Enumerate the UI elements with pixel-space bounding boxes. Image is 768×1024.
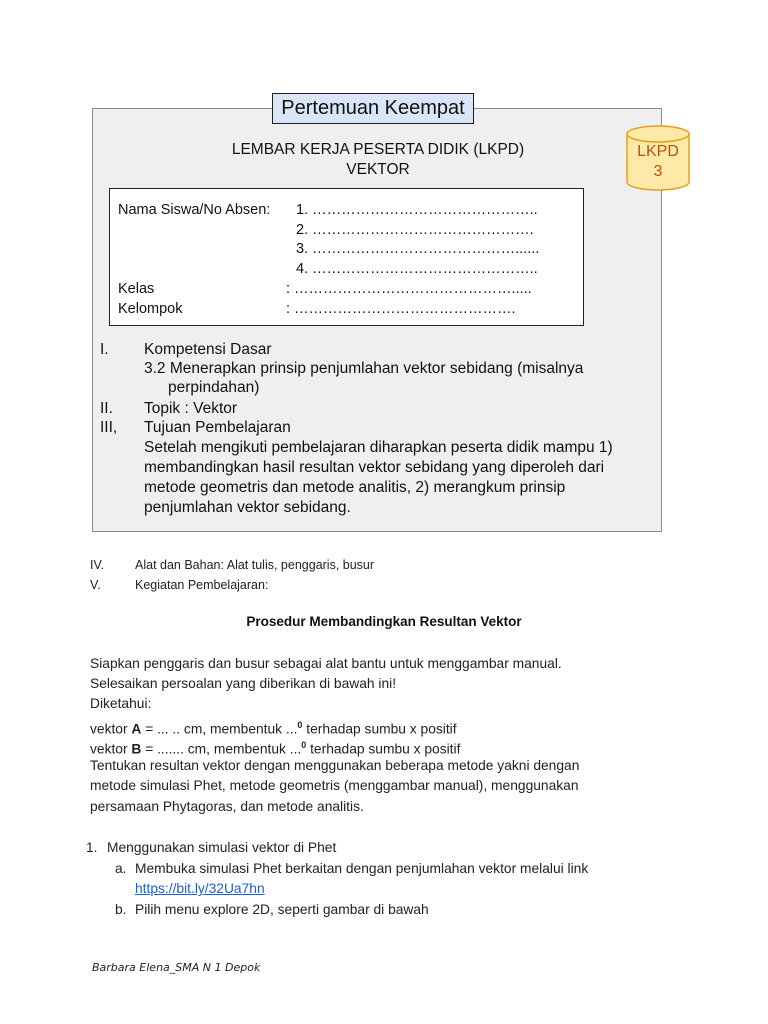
lkpd-label-line2: 3 — [653, 163, 663, 180]
vector-a-degree: 0 — [297, 720, 303, 730]
vector-b-symbol: B — [131, 741, 142, 757]
section-1-line-1: 3.2 Menerapkan prinsip penjumlahan vektor sebidang (misalnya — [144, 360, 584, 377]
vector-b-prefix: vektor — [90, 741, 132, 757]
section-3-number: III, — [100, 419, 118, 436]
lkpd-label-line1: LKPD — [637, 143, 679, 160]
footer-author: Barbara Elena_SMA N 1 Depok — [92, 961, 261, 974]
name-line-4[interactable]: 4. ……………………………………….. — [296, 261, 538, 277]
section-3-title: Tujuan Pembelajaran — [144, 419, 291, 436]
vector-a-symbol: A — [131, 721, 142, 737]
step-b-label: b. — [115, 902, 127, 917]
list-iv-number: IV. — [90, 558, 105, 572]
document-title-line2: VEKTOR — [346, 161, 410, 178]
name-label: Nama Siswa/No Absen: — [118, 202, 271, 218]
name-line-3[interactable]: 3. ……………………………………...... — [296, 241, 540, 257]
step-a-label: a. — [115, 861, 127, 876]
name-line-1[interactable]: 1. ……………………………………….. — [296, 202, 538, 218]
list-iv-text: Alat dan Bahan: Alat tulis, penggaris, busur — [135, 558, 375, 572]
procedure-p6: persamaan Phytagoras, dan metode analitis. — [90, 799, 364, 814]
name-label-text: Nama Siswa/No Absen — [118, 202, 267, 218]
vector-b-degree: 0 — [301, 740, 307, 750]
procedure-title: Prosedur Membandingkan Resultan Vektor — [246, 614, 522, 629]
section-3-line-1: Setelah mengikuti pembelajaran diharapkan peserta didik mampu 1) — [144, 439, 613, 456]
section-2-number: II. — [100, 400, 113, 417]
group-field[interactable]: : ………………………………………. — [286, 301, 516, 317]
section-1-number: I. — [100, 341, 109, 358]
class-label: Kelas — [118, 281, 155, 297]
section-3-line-2: membandingkan hasil resultan vektor sebidang yang diperoleh dari — [144, 459, 605, 476]
list-v-text: Kegiatan Pembelajaran: — [135, 578, 269, 592]
vector-a-suffix: terhadap sumbu x positif — [302, 721, 457, 737]
meeting-badge: Pertemuan Keempat — [272, 93, 474, 124]
document-title — [150, 140, 606, 180]
vector-a-mid: = ... .. cm, membentuk ... — [141, 721, 298, 737]
step-1-number: 1. — [86, 840, 98, 855]
name-line-2[interactable]: 2. ………………………………………. — [296, 222, 534, 238]
vector-a-prefix: vektor — [90, 721, 132, 737]
step-a-text: Membuka simulasi Phet berkaitan dengan penjumlahan vektor melalui link — [135, 861, 589, 876]
vector-b-suffix: terhadap sumbu x positif — [306, 741, 461, 757]
procedure-p3: Diketahui: — [90, 696, 152, 711]
group-label: Kelompok — [118, 301, 183, 317]
procedure-p1: Siapkan penggaris dan busur sebagai alat bantu untuk menggambar manual. — [90, 656, 562, 671]
step-b-text: Pilih menu explore 2D, seperti gambar di bawah — [135, 902, 429, 917]
phet-link[interactable]: https://bit.ly/32Ua7hn — [135, 881, 265, 896]
procedure-p2: Selesaikan persoalan yang diberikan di bawah ini! — [90, 676, 397, 691]
section-3-line-3: metode geometris dan metode analitis, 2) merangkum prinsip — [144, 479, 566, 496]
list-v-number: V. — [90, 578, 101, 592]
class-field[interactable]: : ………………………………………..... — [286, 281, 532, 297]
section-1-line-2: perpindahan) — [168, 379, 260, 396]
lkpd-label — [624, 142, 692, 182]
vector-b-mid: = ....... cm, membentuk ... — [141, 741, 302, 757]
section-1-title: Kompetensi Dasar — [144, 341, 272, 358]
section-2-title: Topik : Vektor — [144, 400, 238, 417]
section-3-line-4: penjumlahan vektor sebidang. — [144, 499, 351, 516]
procedure-p5: metode simulasi Phet, metode geometris (menggambar manual), menggunakan — [90, 778, 579, 793]
procedure-p4: Tentukan resultan vektor dengan menggunakan beberapa metode yakni dengan — [90, 758, 580, 773]
document-title-line1: LEMBAR KERJA PESERTA DIDIK (LKPD) — [231, 141, 525, 158]
step-1-text: Menggunakan simulasi vektor di Phet — [107, 840, 337, 855]
